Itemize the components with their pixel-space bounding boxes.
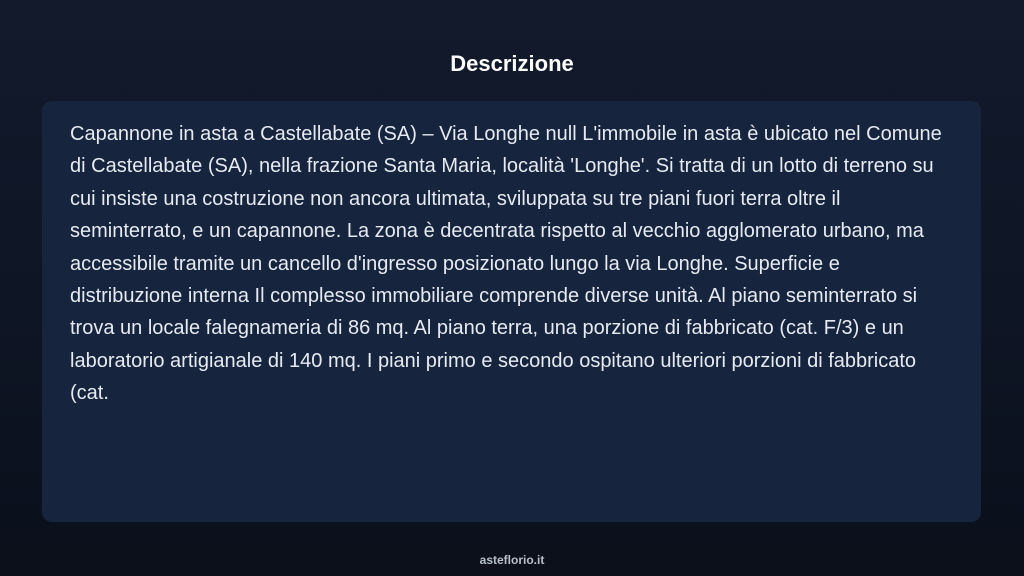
page-title: Descrizione — [450, 51, 574, 76]
description-card — [42, 101, 981, 522]
footer-site-name: asteflorio.it — [479, 553, 545, 567]
description-text: Capannone in asta a Castellabate (SA) – Via Longhe null L'immobile in asta è ubicato nel Comune di Castellabate (SA), nella frazione Santa Maria, località 'Longhe'. Si tratta di un lotto di terreno su cui insiste una costruzione non ancora ultimata, sviluppata su tre piani fuori terra oltre il seminterrato, e un capannone. La zona è decentrata rispetto al vecchio agglomerato urbano, ma accessibile tramite un cancello d'ingresso posizionato lungo la via Longhe. Superficie e distribuzione interna Il complesso immobiliare comprende diverse unità. Al piano seminterrato si trova un locale falegnameria di 86 mq. Al piano terra, una porzione di fabbricato (cat. F/3) e un laboratorio artigianale di 140 mq. I piani primo e secondo ospitano ulteriori porzioni di fabbricato (cat. — [70, 123, 942, 405]
